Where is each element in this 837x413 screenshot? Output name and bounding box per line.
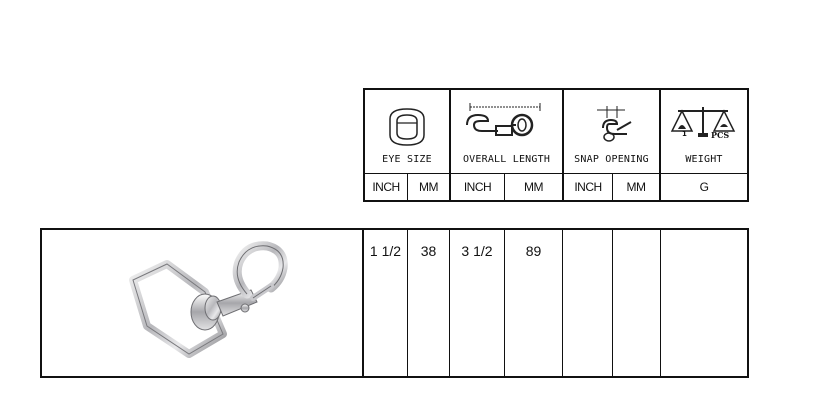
- unit-eye-mm: MM: [419, 180, 438, 194]
- weight-value: [661, 240, 747, 262]
- snap-opening-inch-value: [563, 240, 612, 262]
- snap-opening-mm-value: [613, 240, 660, 262]
- unit-weight-g: G: [699, 180, 709, 194]
- snap-opening-icon: [593, 104, 637, 146]
- unit-length-mm: MM: [524, 180, 543, 194]
- snap-opening-label: SNAP OPENING: [574, 154, 649, 165]
- scale-left-label: 1: [682, 130, 687, 138]
- scale-right-label: PCS: [711, 130, 730, 140]
- unit-length-inch: INCH: [463, 180, 492, 194]
- eye-ring-icon: [384, 105, 430, 149]
- weight-label: WEIGHT: [685, 154, 723, 165]
- balance-scale-icon: [670, 103, 736, 145]
- overall-length-inch-value: 3 1/2: [461, 243, 493, 259]
- unit-snap-mm: MM: [626, 180, 646, 194]
- eye-size-label: EYE SIZE: [382, 154, 432, 165]
- unit-snap-inch: INCH: [574, 180, 602, 194]
- swivel-snap-hook-image: [125, 238, 305, 368]
- eye-size-mm-value: 38: [420, 243, 437, 259]
- overall-length-label: OVERALL LENGTH: [462, 154, 551, 165]
- overall-length-mm-value: 89: [525, 243, 542, 259]
- eye-size-inch-value: 1 1/2: [369, 243, 402, 259]
- unit-eye-inch: INCH: [372, 180, 400, 194]
- snap-hook-length-icon: [464, 99, 546, 143]
